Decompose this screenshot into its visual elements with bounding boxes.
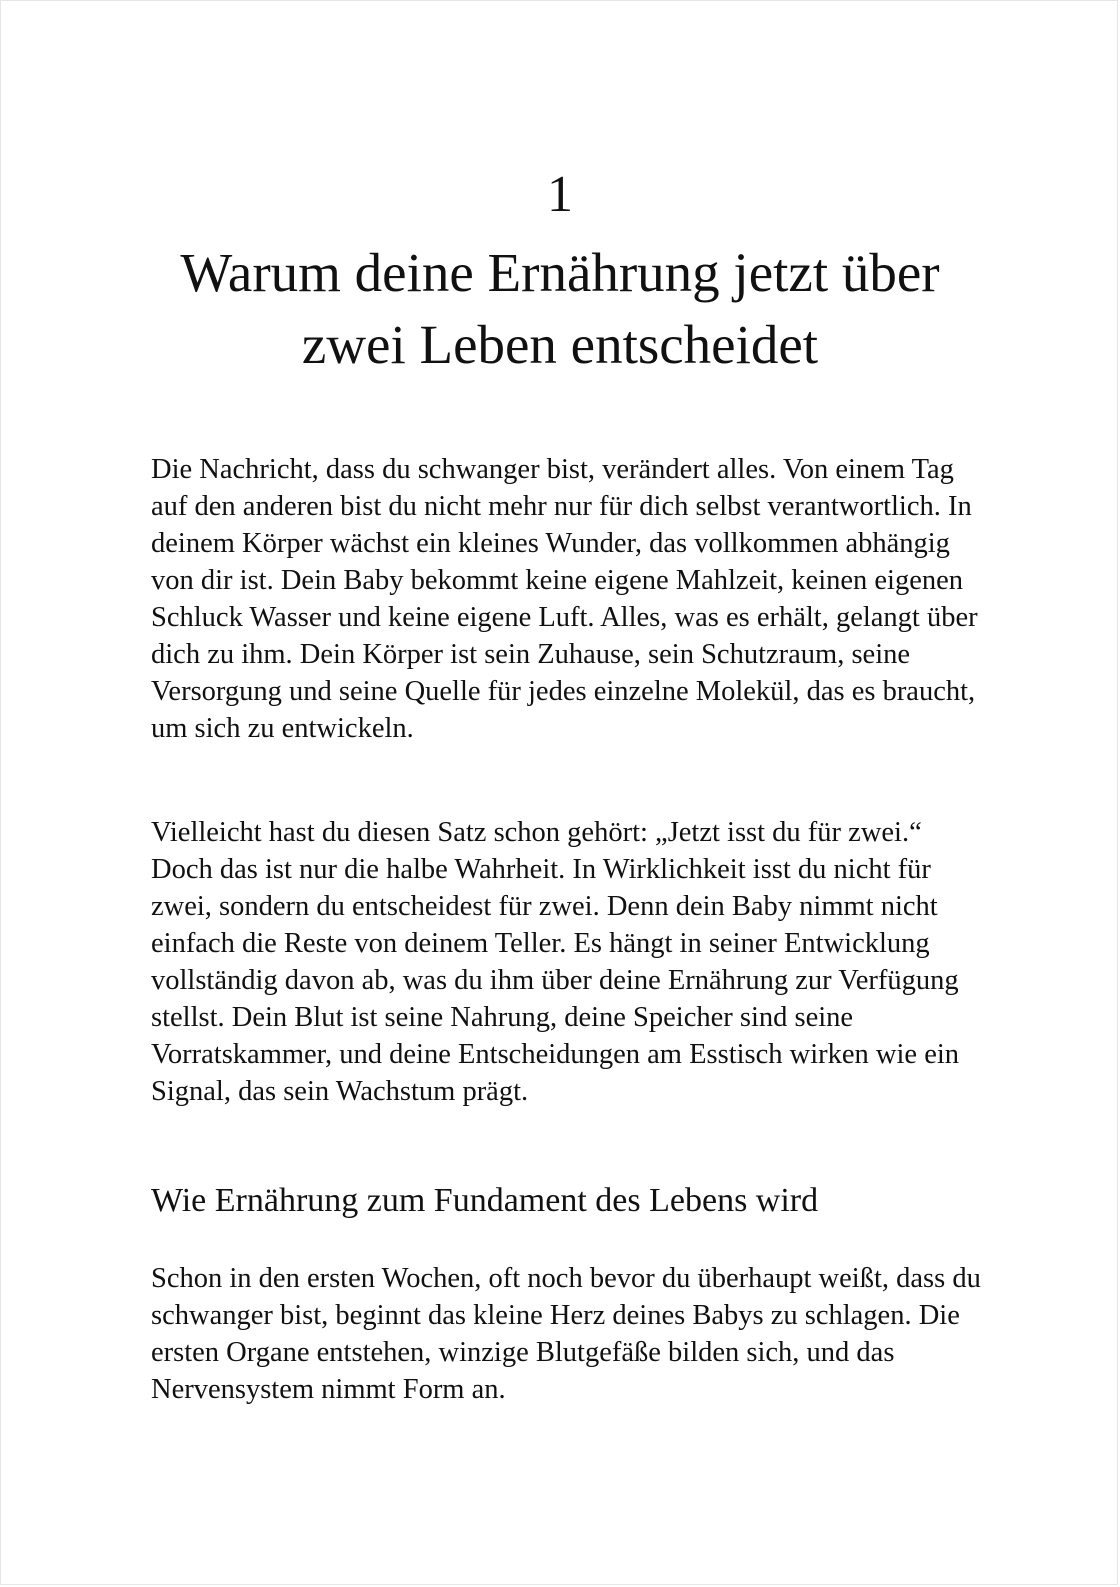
chapter-title-line-2: zwei Leben entscheidet (301, 314, 819, 375)
paragraph-eating-for-two: Vielleicht hast du diesen Satz schon gehört: „Jetzt isst du für zwei.“ Doch das ist nur die halbe Wahrheit. In Wirklichkeit isst du nicht für zwei, sondern du entscheidest für zwei. Denn dein Baby nimmt nicht einfach die Reste von deinem Teller. Es hängt in seiner Entwicklung vollständig davon ab, was du ihm über deine Ernährung zur Verfügung stellst. Dein Blut ist seine Nahrung, deine Speicher sind seine Vorratskammer, und deine Entscheidungen am Esstisch wirken wie ein Signal, das sein Wachstum prägt. (151, 817, 960, 1107)
chapter-title (121, 237, 999, 381)
section-heading: Wie Ernährung zum Fundament des Lebens wird (151, 1182, 819, 1219)
chapter-title-line-1: Warum deine Ernährung jetzt über (180, 242, 940, 303)
paragraph-intro: Die Nachricht, dass du schwanger bist, verändert alles. Von einem Tag auf den anderen bist du nicht mehr nur für dich selbst verantwortlich. In deinem Körper wächst ein kleines Wunder, das vollkommen abhängig von dir ist. Dein Baby bekommt keine eigene Mahlzeit, keinen eigenen Schluck Wasser und keine eigene Luft. Alles, was es erhält, gelangt über dich zu ihm. Dein Körper ist sein Zuhause, sein Schutzraum, seine Versorgung und seine Quelle für jedes einzelne Molekül, das es braucht, um sich zu entwickeln. (151, 454, 978, 744)
paragraph-first-weeks: Schon in den ersten Wochen, oft noch bevor du überhaupt weißt, dass du schwanger bist, beginnt das kleine Herz deines Babys zu schlagen. Die ersten Organe entstehen, winzige Blutgefäße bilden sich, und das Nervensystem nimmt Form an. (151, 1263, 981, 1405)
chapter-number: 1 (547, 166, 573, 223)
